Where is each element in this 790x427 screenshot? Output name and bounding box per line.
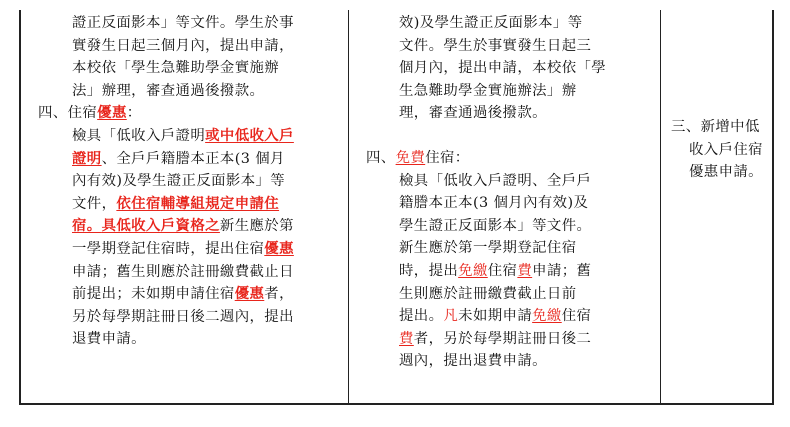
highlighted-text: 宿。 — [72, 217, 102, 235]
text-run: 住宿： — [425, 149, 470, 166]
text-run: 實發生日起三個月內，提出申請， — [72, 37, 294, 54]
text-run: 內有效)及學生證正反面影本」等 — [72, 173, 286, 190]
amended-provision-text — [366, 12, 607, 373]
text-line — [399, 35, 606, 58]
text-line — [72, 306, 294, 329]
highlighted-text: 優惠 — [264, 239, 294, 257]
highlighted-text: 免費 — [395, 149, 426, 166]
text-run: 時，提出 — [399, 262, 459, 279]
text-run: 三、新增中低 — [671, 119, 760, 135]
text-run: ： — [126, 105, 142, 122]
highlighted-text: 證明 — [72, 149, 102, 167]
text-line — [399, 192, 606, 215]
amended-provision-column — [349, 10, 661, 403]
text-line — [689, 161, 763, 184]
highlighted-text: 或中低收入戶 — [205, 126, 294, 144]
original-provision-text — [38, 12, 294, 351]
text-run: 者， — [264, 286, 294, 303]
text-line — [399, 260, 606, 283]
text-line — [399, 350, 606, 373]
text-run: 學生證正反面影本」等文件。 — [399, 217, 592, 234]
text-line — [72, 215, 294, 238]
text-line — [72, 12, 294, 35]
text-line — [38, 102, 294, 125]
text-run: 未如期申請 — [458, 308, 533, 325]
text-line — [366, 147, 606, 170]
text-run: 文件， — [72, 195, 117, 212]
text-line — [72, 57, 294, 80]
amendment-note-text — [671, 116, 763, 184]
text-line — [399, 170, 606, 193]
highlighted-text: 優惠 — [97, 104, 127, 122]
text-run: 籍謄本正本(3 個月內有效)及 — [399, 195, 589, 212]
text-run: 者，另於每學期註冊日後二 — [413, 330, 592, 347]
text-run: 、全戶戶籍謄本正本(3 個月 — [101, 150, 285, 167]
original-provision-column — [21, 10, 349, 403]
text-line — [689, 139, 763, 162]
text-line — [399, 305, 606, 328]
text-run: 四、 — [366, 149, 396, 166]
text-run: 生則應於註冊繳費截止日前 — [399, 285, 577, 302]
text-run: 本校依「學生急難助學金實施辦 — [72, 60, 280, 77]
text-run: 週內，提出退費申請。 — [399, 353, 547, 370]
text-line — [72, 193, 294, 216]
text-run: 效)及學生證正反面影本」等 — [399, 15, 583, 31]
text-line — [399, 328, 606, 351]
highlighted-text: 免繳 — [458, 262, 488, 279]
amendment-note-column — [661, 10, 772, 403]
text-run: 住宿 — [561, 308, 592, 325]
text-run: 收入戶住宿 — [689, 141, 763, 158]
comparison-table — [19, 10, 774, 405]
highlighted-text: 凡 — [443, 308, 459, 325]
text-line — [72, 170, 294, 193]
text-line — [671, 116, 763, 139]
text-run: 文件。學生於事實發生日起三 — [399, 37, 592, 54]
text-run: 申請；舊生則應於註冊繳費截止日 — [72, 263, 294, 280]
text-line — [399, 237, 606, 260]
text-run: 優惠申請。 — [689, 164, 763, 181]
text-run: 法」辦理，審查通過後撥款。 — [72, 82, 265, 99]
highlighted-text: 優惠 — [234, 285, 265, 303]
text-run: 一學期登記住宿時，提出住宿 — [72, 240, 265, 257]
text-run: 生急難助學金實施辦法」辦 — [399, 82, 577, 99]
text-run: 新生應於第一學期登記住宿 — [399, 240, 577, 257]
text-line — [399, 102, 606, 125]
text-line — [399, 12, 606, 35]
text-run: 提出。 — [399, 308, 444, 325]
text-line — [72, 261, 294, 284]
text-run: 另於每學期註冊日後二週內，提出 — [72, 308, 294, 325]
text-line — [72, 238, 294, 261]
highlighted-text: 免繳 — [532, 308, 562, 325]
text-run: 新生應於第 — [219, 218, 294, 235]
text-line — [399, 283, 606, 306]
text-run: 檢具「低收入戶證明、全戶戶 — [399, 172, 592, 189]
text-run: 理，審查通過後撥款。 — [399, 105, 547, 122]
text-line — [72, 125, 294, 148]
highlighted-text: 依住宿輔導組規定申請住 — [116, 194, 280, 212]
text-run: 前提出；未如期申請住宿 — [72, 286, 235, 303]
text-line — [72, 283, 294, 306]
text-line — [72, 148, 294, 171]
text-run: 申請；舊 — [532, 262, 592, 279]
text-run: 證正反面影本」等文件。學生於事 — [72, 15, 294, 31]
text-line — [72, 35, 294, 58]
text-run: 退費申請。 — [72, 331, 146, 348]
highlighted-text: 費 — [399, 330, 414, 347]
text-run: 檢具「低收入戶證明 — [72, 127, 206, 144]
text-line — [399, 57, 606, 80]
highlighted-text: 費 — [517, 262, 533, 279]
text-run: 住宿 — [487, 262, 518, 279]
text-line — [399, 215, 606, 238]
text-line — [72, 328, 294, 351]
highlighted-text: 具低收入戶資格之 — [101, 217, 220, 235]
text-line — [399, 80, 606, 103]
text-line — [72, 80, 294, 103]
text-run: 四、住宿 — [38, 105, 98, 122]
text-run: 個月內，提出申請，本校依「學 — [399, 60, 607, 77]
